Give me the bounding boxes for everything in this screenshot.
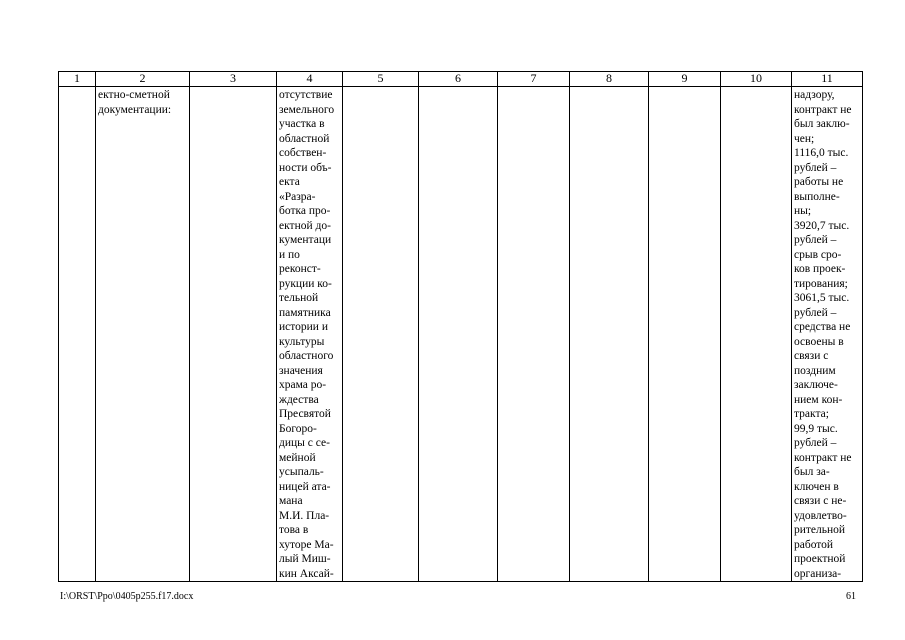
column-header-5: 5 xyxy=(343,72,419,87)
column-header-10: 10 xyxy=(721,72,792,87)
column-header-4: 4 xyxy=(277,72,343,87)
column-header-9: 9 xyxy=(649,72,721,87)
cell-text: надзору, контракт не был заклю- чен; 1116,0 тыс. рублей – работы не выполне- ны; 3920,7 тыс. рублей – срыв сро- ков проек- тирования; 3061,5 тыс. рублей – средства не освоены в связи с поздним заключе- нием кон- тракта; 99,9 тыс. рублей – контракт не был за- ключен в связи с не- удовлетво- рительной работой проектной организа- xyxy=(794,89,852,580)
table-header-row xyxy=(59,72,863,87)
column-header-7: 7 xyxy=(498,72,570,87)
table-cell-col-10 xyxy=(721,87,792,582)
table-cell-col-6 xyxy=(419,87,498,582)
table-cell-col-1 xyxy=(59,87,96,582)
table-row xyxy=(59,87,863,582)
table-cell-col-3 xyxy=(190,87,277,582)
table-cell-col-7 xyxy=(498,87,570,582)
column-header-2: 2 xyxy=(96,72,190,87)
table-cell-col-9 xyxy=(649,87,721,582)
column-header-6: 6 xyxy=(419,72,498,87)
column-header-1: 1 xyxy=(59,72,96,87)
table-cell-col-8 xyxy=(570,87,649,582)
cell-text: отсутствие земельного участка в областной собствен- ности объ- екта «Разра- ботка про- ектной до- кументаци и по реконст- рукции ко- тельной памятника истории и культуры областного значения храма ро- ждества Пресвятой Богоро- дицы с се- мейной усыпаль- ницей ата- мана М.И. Пла- това в хуторе Ма- лый Миш- кин Аксай- xyxy=(279,89,335,580)
table-cell-col-2 xyxy=(96,87,190,582)
page-number: 61 xyxy=(846,591,856,602)
column-header-8: 8 xyxy=(570,72,649,87)
column-header-11: 11 xyxy=(792,72,863,87)
document-table xyxy=(58,71,863,582)
footer-file-path: I:\ORST\Ppo\0405p255.f17.docx xyxy=(60,591,194,602)
cell-text: ектно-сметной документации: xyxy=(98,89,172,116)
table-cell-col-11 xyxy=(792,87,863,582)
table-cell-col-4 xyxy=(277,87,343,582)
column-header-3: 3 xyxy=(190,72,277,87)
table-cell-col-5 xyxy=(343,87,419,582)
